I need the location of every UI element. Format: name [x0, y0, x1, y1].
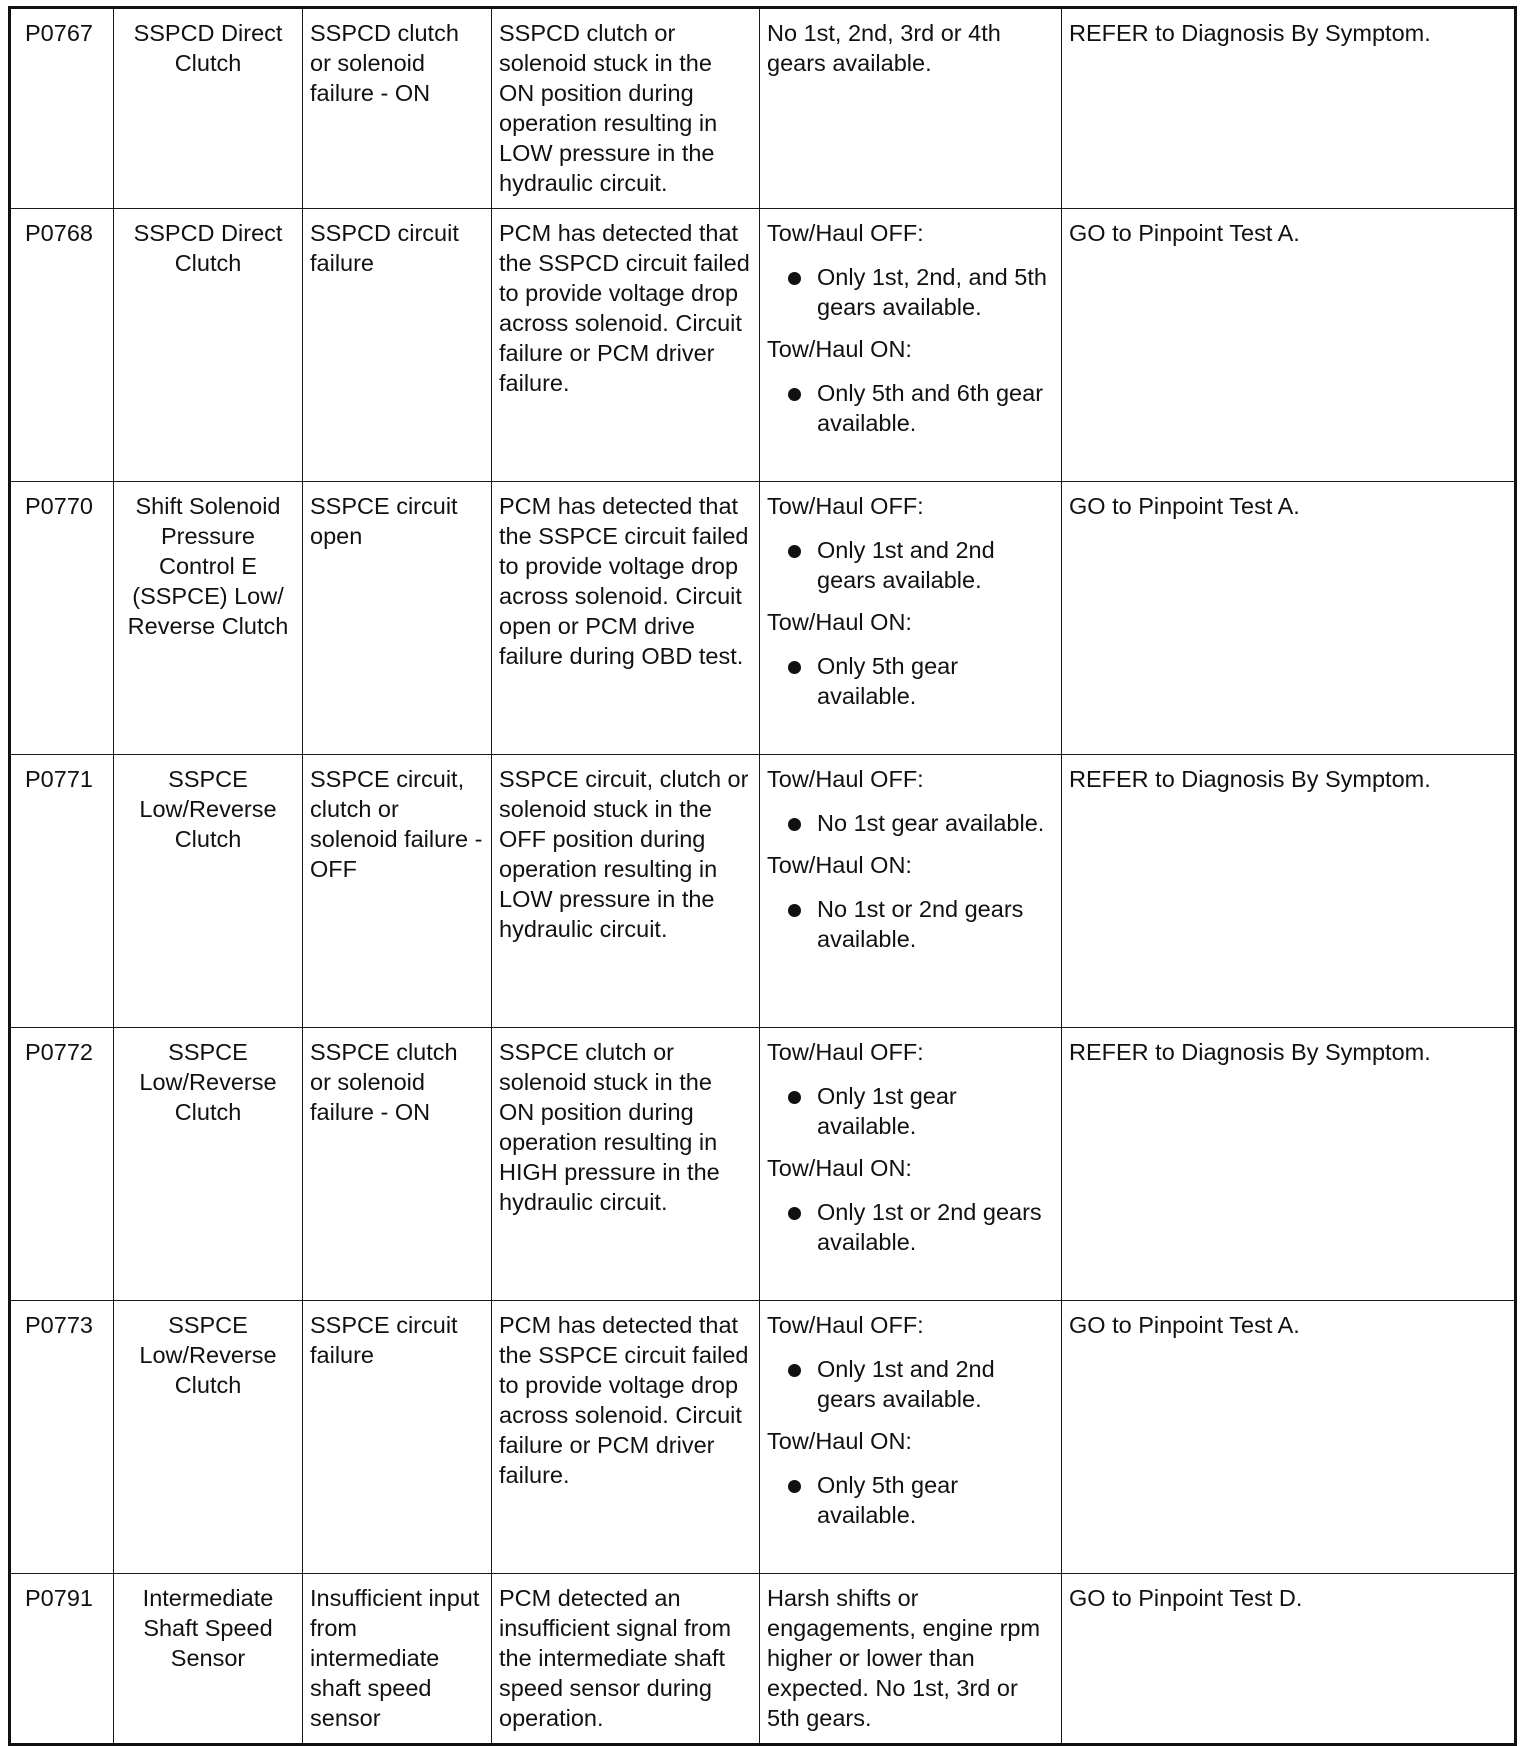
component: SSPCD Direct Clutch — [114, 8, 303, 209]
symptom: No 1st, 2nd, 3rd or 4th gears available. — [760, 8, 1062, 209]
component: Shift Solenoid Pressure Control E (SSPCE) Low/ Reverse Clutch — [114, 482, 303, 755]
condition: SSPCE circuit, clutch or solenoid stuck in the OFF position during operation resulting in LOW pressure in the hydraulic circuit. — [492, 755, 760, 1028]
symptom — [760, 1301, 1062, 1574]
dtc-code: P0767 — [10, 8, 114, 209]
symptom-bullet: Only 5th and 6th gear available. — [767, 378, 1054, 438]
table-row — [10, 482, 1516, 755]
dtc-code: P0770 — [10, 482, 114, 755]
description: SSPCD clutch or solenoid failure - ON — [303, 8, 492, 209]
component: SSPCE Low/Reverse Clutch — [114, 1301, 303, 1574]
dtc-code: P0768 — [10, 209, 114, 482]
symptom — [760, 1028, 1062, 1301]
symptom — [760, 482, 1062, 755]
tow-haul-off-label: Tow/Haul OFF: — [767, 220, 924, 246]
dtc-code: P0771 — [10, 755, 114, 1028]
symptom: Harsh shifts or engagements, engine rpm higher or lower than expected. No 1st, 3rd or 5th gears. — [760, 1574, 1062, 1745]
dtc-table — [8, 6, 1517, 1746]
action: REFER to Diagnosis By Symptom. — [1062, 1028, 1516, 1301]
action: REFER to Diagnosis By Symptom. — [1062, 755, 1516, 1028]
symptom-bullet: Only 5th gear available. — [767, 651, 1054, 711]
table-row — [10, 755, 1516, 1028]
table-row — [10, 1574, 1516, 1745]
dtc-code: P0773 — [10, 1301, 114, 1574]
dtc-code: P0791 — [10, 1574, 114, 1745]
description: SSPCE circuit open — [303, 482, 492, 755]
condition: SSPCE clutch or solenoid stuck in the ON position during operation resulting in HIGH pressure in the hydraulic circuit. — [492, 1028, 760, 1301]
tow-haul-on-label: Tow/Haul ON: — [767, 1155, 912, 1181]
tow-haul-on-label: Tow/Haul ON: — [767, 1428, 912, 1454]
component: Intermediate Shaft Speed Sensor — [114, 1574, 303, 1745]
component: SSPCD Direct Clutch — [114, 209, 303, 482]
description: SSPCE circuit, clutch or solenoid failure - OFF — [303, 755, 492, 1028]
condition: PCM has detected that the SSPCE circuit failed to provide voltage drop across solenoid. Circuit failure or PCM driver failure. — [492, 1301, 760, 1574]
symptom-bullet: Only 5th gear available. — [767, 1470, 1054, 1530]
condition: PCM has detected that the SSPCE circuit failed to provide voltage drop across solenoid. Circuit open or PCM drive failure during OBD test. — [492, 482, 760, 755]
symptom — [760, 209, 1062, 482]
tow-haul-off-label: Tow/Haul OFF: — [767, 1039, 924, 1065]
tow-haul-off-label: Tow/Haul OFF: — [767, 766, 924, 792]
condition: PCM has detected that the SSPCD circuit failed to provide voltage drop across solenoid. Circuit failure or PCM driver failure. — [492, 209, 760, 482]
tow-haul-on-label: Tow/Haul ON: — [767, 609, 912, 635]
table-row — [10, 1301, 1516, 1574]
dtc-code: P0772 — [10, 1028, 114, 1301]
symptom-bullet: No 1st or 2nd gears available. — [767, 894, 1054, 954]
table-row — [10, 209, 1516, 482]
tow-haul-on-label: Tow/Haul ON: — [767, 336, 912, 362]
description: Insufficient input from intermediate shaft speed sensor — [303, 1574, 492, 1745]
description: SSPCE clutch or solenoid failure - ON — [303, 1028, 492, 1301]
action: GO to Pinpoint Test A. — [1062, 482, 1516, 755]
action: GO to Pinpoint Test A. — [1062, 1301, 1516, 1574]
component: SSPCE Low/Reverse Clutch — [114, 755, 303, 1028]
table-row — [10, 8, 1516, 209]
symptom-bullet: Only 1st gear available. — [767, 1081, 1054, 1141]
table-row — [10, 1028, 1516, 1301]
tow-haul-on-label: Tow/Haul ON: — [767, 852, 912, 878]
symptom-bullet: Only 1st and 2nd gears available. — [767, 535, 1054, 595]
description: SSPCD circuit failure — [303, 209, 492, 482]
condition: SSPCD clutch or solenoid stuck in the ON position during operation resulting in LOW pressure in the hydraulic circuit. — [492, 8, 760, 209]
symptom — [760, 755, 1062, 1028]
description: SSPCE circuit failure — [303, 1301, 492, 1574]
condition: PCM detected an insufficient signal from the intermediate shaft speed sensor during operation. — [492, 1574, 760, 1745]
symptom-bullet: Only 1st, 2nd, and 5th gears available. — [767, 262, 1054, 322]
symptom-bullet: Only 1st and 2nd gears available. — [767, 1354, 1054, 1414]
action: REFER to Diagnosis By Symptom. — [1062, 8, 1516, 209]
symptom-bullet: No 1st gear available. — [767, 808, 1054, 838]
tow-haul-off-label: Tow/Haul OFF: — [767, 493, 924, 519]
action: GO to Pinpoint Test D. — [1062, 1574, 1516, 1745]
symptom-bullet: Only 1st or 2nd gears available. — [767, 1197, 1054, 1257]
tow-haul-off-label: Tow/Haul OFF: — [767, 1312, 924, 1338]
dtc-table-container — [8, 6, 1514, 1746]
component: SSPCE Low/Reverse Clutch — [114, 1028, 303, 1301]
action: GO to Pinpoint Test A. — [1062, 209, 1516, 482]
